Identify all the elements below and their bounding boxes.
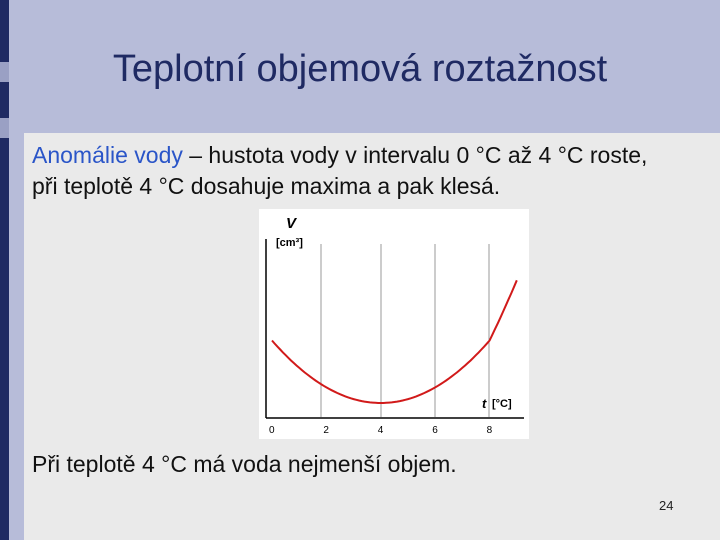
intro-paragraph [32, 140, 672, 202]
x-tick-labels [269, 425, 493, 436]
x-tick-label: 6 [432, 425, 438, 436]
slide-title: Teplotní objemová roztažnost [112, 48, 608, 90]
intro-highlight: Anomálie vody [32, 142, 183, 168]
x-tick-label: 2 [323, 425, 329, 436]
conclusion-text: Při teplotě 4 °C má voda nejmenší objem. [32, 451, 457, 477]
x-axis-unit: [°C] [492, 398, 512, 410]
x-tick-label: 4 [377, 425, 384, 436]
y-axis-label: V [286, 215, 297, 232]
x-tick-label: 8 [486, 425, 493, 436]
x-tick-label: 0 [269, 425, 275, 436]
volume-temperature-graph [259, 209, 529, 439]
y-axis-unit: [cm³] [276, 237, 303, 249]
intro-text: – hustota vody v intervalu 0 °C až 4 °C roste, při teplotě 4 °C dosahuje maxima a pak klesá. [32, 142, 648, 199]
page-number: 24 [659, 498, 674, 513]
left-accent-block-3 [0, 138, 9, 540]
x-axis-label: t [482, 396, 487, 411]
graph-svg [259, 209, 529, 439]
volume-curve [272, 280, 517, 403]
